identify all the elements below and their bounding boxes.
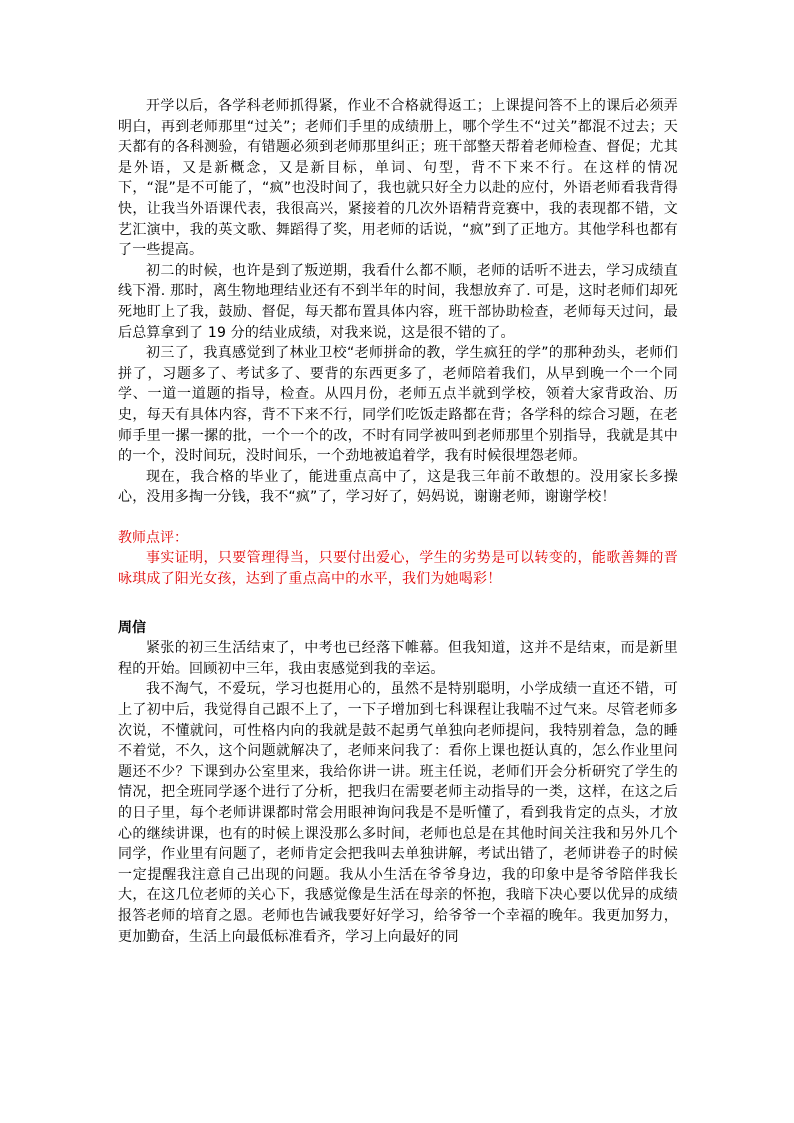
article-a-paragraph-4: 现在，我合格的毕业了，能进重点高中了，这是我三年前不敢想的。没用家长多操心，没用多掏一分钱，我不“疯”了，学习好了，妈妈说，谢谢老师，谢谢学校！ [118, 468, 678, 506]
teacher-comment-label: 教师点评： [118, 529, 188, 546]
document-page [118, 96, 678, 947]
article-b-paragraph-1: 紧张的初三生活结束了，中考也已经落下帷幕。但我知道，这并不是结束，而是新里程的开始。回顾初中三年，我由衷感觉到我的幸运。 [118, 640, 678, 677]
article-a-paragraph-2: 初二的时候，也许是到了叛逆期，我看什么都不顺，老师的话听不进去，学习成绩直线下滑. 那时，离生物地理结业还有不到半年的时间，我想放弃了. 可是，这时老师们却死死地盯上了我，鼓励、督促，每天都布置具体内容，班干部协助检查，老师每天过问，最后总算拿到了 19 分的结业成绩，对我来说，这是很不错的了。 [118, 262, 678, 341]
article-a-paragraph-1: 开学以后，各学科老师抓得紧，作业不合格就得返工；上课提问答不上的课后必须弄明白，再到老师那里“过关”；老师们手里的成绩册上，哪个学生不“过关”都混不过去；天天都有的各科测验，有错题必须到老师那里纠正；班干部整天帮着老师检查、督促；尤其是外语，又是新概念，又是新目标，单词、句型，背不下来不行。在这样的情况下，“混”是不可能了，“疯”也没时间了，我也就只好全力以赴的应付，外语老师看我背得快，让我当外语课代表，我很高兴，紧接着的几次外语精背竞赛中，我的表现都不错，文艺汇演中，我的英文歌、舞蹈得了奖，用老师的话说，“疯”到了正地方。其他学科也都有了一些提高。 [118, 98, 678, 259]
article-b-title: 周信 [118, 619, 146, 636]
article-a-paragraph-3: 初三了，我真感觉到了林业卫校“老师拼命的教，学生疯狂的学”的那种劲头，老师们拼了，习题多了、考试多了、要背的东西更多了，老师陪着我们，从早到晚一个一个同学、一道一道题的指导，检查。从四月份，老师五点半就到学校，领着大家背政治、历史，每天有具体内容，背不下来不行，同学们吃饭走路都在背；各学科的综合习题，在老师手里一摞一摞的批，一个一个的改，不时有同学被叫到老师那里个别指导，我就是其中的一个，没时间玩，没时间乐，一个劲地被追着学，我有时候很埋怨老师。 [118, 345, 678, 465]
teacher-comment-text: 事实证明，只要管理得当，只要付出爱心，学生的劣势是可以转变的，能歌善舞的晋咏琪成了阳光女孩，达到了重点高中的水平，我们为她喝彩！ [118, 550, 678, 588]
article-b-paragraph-2: 我不淘气，不爱玩，学习也挺用心的，虽然不是特别聪明，小学成绩一直还不错，可上了初中后，我觉得自己跟不上了，一下子增加到七科课程让我喘不过气来。尽管老师多次说，不懂就问，可性格内向的我就是鼓不起勇气单独向老师提问，我特别着急，急的睡不着觉，不久，这个问题就解决了，老师来问我了：看你上课也挺认真的，怎么作业里问题还不少？下课到办公室里来，我给你讲一讲。班主任说，老师们开会分析研究了学生的情况，把全班同学逐个进行了分析，把我归在需要老师主动指导的一类，这样，在这之后的日子里，每个老师讲课都时常会用眼神询问我是不是听懂了，看到我肯定的点头，才放心的继续讲课，也有的时候上课没那么多时间，老师也总是在其他时间关注我和另外几个同学，作业里有问题了，老师肯定会把我叫去单独讲解，考试出错了，老师讲卷子的时候一定提醒我注意自己出现的问题。我从小生活在爷爷身边，我的印象中是爷爷陪伴我长大，在这几位老师的关心下，我感觉像是生活在母亲的怀抱，我暗下决心要以优异的成绩报答老师的培育之恩。老师也告诫我要好好学习，给爷爷一个幸福的晚年。我更加努力，更加勤奋，生活上向最低标准看齐，学习上向最好的同 [118, 681, 678, 945]
spacer [118, 508, 678, 528]
spacer [118, 590, 678, 618]
